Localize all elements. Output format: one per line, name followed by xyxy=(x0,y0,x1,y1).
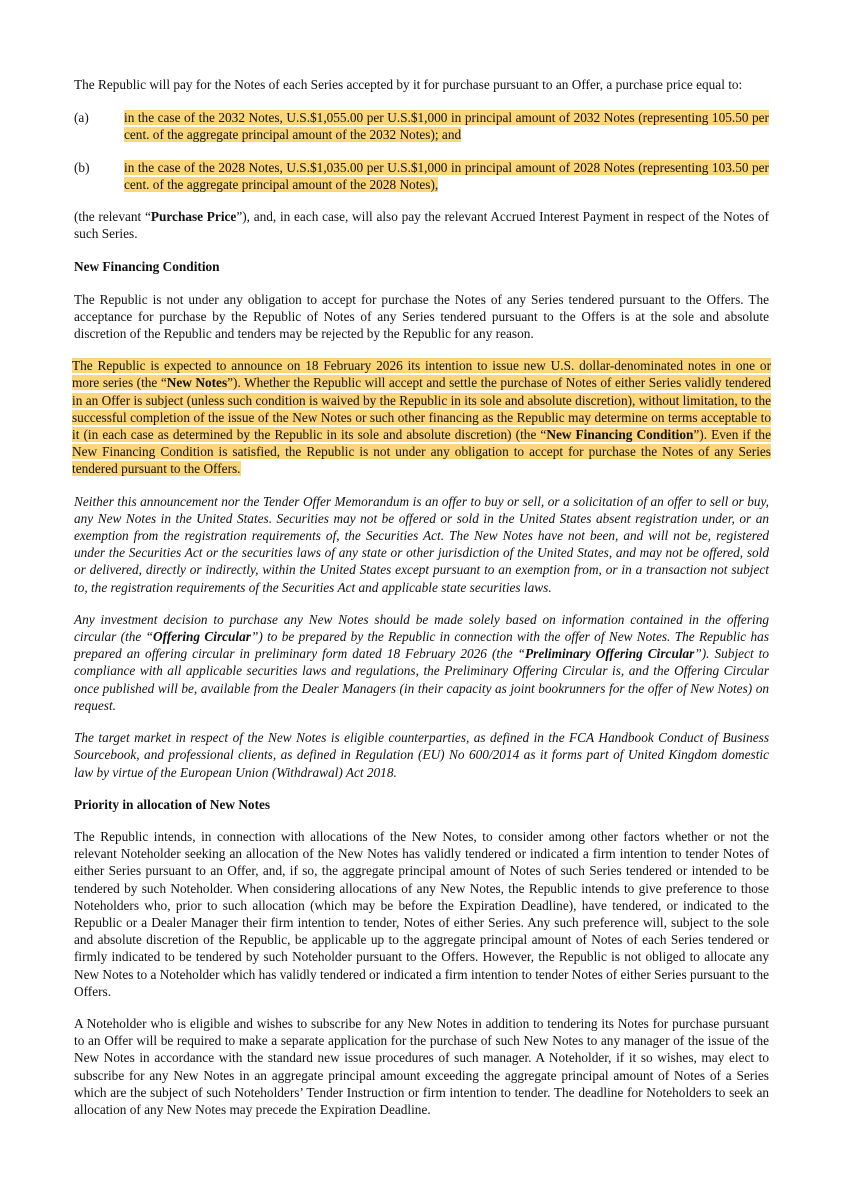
offering-circular-notice xyxy=(74,611,769,714)
defined-term: Preliminary Offering Circular xyxy=(525,646,695,662)
priority-paragraph-1: The Republic intends, in connection with allocations of the New Notes, to consider among other factors whether or not the relevant Noteholder seeking an allocation of the New Notes has validly tendered or indicated a firm intention to tender Notes of either Series pursuant to an Offer, and, if so, the aggregate principal amount of Notes of such Series tendered or intended to be tendered by such Noteholder. When considering allocations of any New Notes, the Republic intends to give preference to those Noteholders who, prior to such allocation (which may be before the Expiration Deadline), have tendered, or indicated to the Republic or a Dealer Manager their firm intention to tender, Notes of either Series. Any such preference will, subject to the sole and absolute discretion of the Republic, be applicable up to the aggregate principal amount of Notes of each Series tendered or firmly indicated to be tendered by such Noteholder pursuant to the Offers. However, the Republic is not obliged to allocate any New Notes to a Noteholder which has validly tendered or indicated a firm intention to tender Notes of either Series pursuant to the Offers. xyxy=(74,828,769,999)
section-heading-new-financing-condition: New Financing Condition xyxy=(74,259,220,275)
us-securities-disclaimer: Neither this announcement nor the Tender Offer Memorandum is an offer to buy or sell, or a solicitation of an offer to sell or buy, any New Notes in the United States. Securities may not be offered or sold in the United States absent registration under, or an exemption from the registration requirements of, the Securities Act. The New Notes have not been, and will not be, registered under the Securities Act or the securities laws of any state or other jurisdiction of the United States, and may not be offered, sold or delivered, directly or indirectly, within the United States except pursuant to an exemption from, or in a transaction not subject to, the registration requirements of the Securities Act and applicable state securities laws. xyxy=(74,493,769,595)
text-segment: ”). Even if the New Financing Condition is satisfied, the Republic is not under any obligation to accept for purchase the Notes of any Series tendered pursuant to the Offers. xyxy=(72,427,771,477)
purchase-price-intro: The Republic will pay for the Notes of each Series accepted by it for purchase pursuant to an Offer, a purchase price equal to: xyxy=(74,77,743,92)
list-item-b xyxy=(74,159,769,193)
nfc-paragraph-1: The Republic is not under any obligation to accept for purchase the Notes of any Series tendered pursuant to the Offers. The acceptance for purchase by the Republic of Notes of any Series tendered pursuant to the Offers is at the sole and absolute discretion of the Republic and tenders may be rejected by the Republic for any reason. xyxy=(74,291,769,342)
nfc-paragraph-2 xyxy=(72,357,771,477)
list-item-a xyxy=(74,109,769,143)
highlighted-text: in the case of the 2028 Notes, U.S.$1,035.00 per U.S.$1,000 in principal amount of 2028 Notes (representing 103.50 per cent. of the aggregate principal amount of the 2028 Notes), xyxy=(124,159,769,192)
list-item-text xyxy=(124,109,769,143)
list-item-label: (b) xyxy=(74,159,90,175)
highlighted-text: in the case of the 2032 Notes, U.S.$1,055.00 per U.S.$1,000 in principal amount of 2032 Notes (representing 105.50 per cent. of the aggregate principal amount of the 2032 Notes); and xyxy=(124,110,769,143)
highlighted-paragraph xyxy=(72,358,771,476)
text-segment: The Republic is expected to announce on 18 February 2026 its intention to issue new U.S. dollar-denominated notes in one or more series (the “ xyxy=(72,358,771,391)
text-segment: Any investment decision to purchase any New Notes should be made solely based on information contained in the offering circular (the “ xyxy=(74,611,769,645)
defined-term: Purchase Price xyxy=(150,209,237,225)
defined-term: New Financing Condition xyxy=(546,427,694,443)
text-segment: ”), and, in each case, will also pay the relevant Accrued Interest Payment in respect of the Notes of such Series. xyxy=(74,209,769,242)
section-heading-priority-allocation: Priority in allocation of New Notes xyxy=(74,796,271,812)
target-market-notice: The target market in respect of the New Notes is eligible counterparties, as defined in the FCA Handbook Conduct of Business Sourcebook, and professional clients, as defined in Regulation (EU) No 600/2014 as it forms part of United Kingdom domestic law by virtue of the European Union (Withdrawal) Act 2018. xyxy=(74,730,769,780)
list-item-label: (a) xyxy=(74,110,89,126)
list-item-text xyxy=(124,159,769,193)
purchase-price-definition xyxy=(74,208,769,242)
text-segment: (the relevant “ xyxy=(74,209,151,225)
defined-term: Offering Circular xyxy=(153,629,251,645)
text-segment: ”). Whether the Republic will accept and settle the purchase of Notes of either Series validly tendered in an Offer is subject (unless such condition is waived by the Republic in its sole and absolute discretion), without limitation, to the successful completion of the issue of the New Notes or such other financing as the Republic may determine on terms acceptable to it (in each case as determined by the Republic in its sole and absolute discretion) (the “ xyxy=(72,375,771,443)
text-segment: ”). Subject to compliance with all applicable securities laws and regulations, the Preliminary Offering Circular is, and the Offering Circular once published will be, available from the Dealer Managers (in their capacity as joint bookrunners for the offer of New Notes) on request. xyxy=(74,646,769,713)
defined-term: New Notes xyxy=(166,375,228,391)
priority-paragraph-2: A Noteholder who is eligible and wishes to subscribe for any New Notes in addition to tendering its Notes for purchase pursuant to an Offer will be required to make a separate application for the purchase of such New Notes to any manager of the issue of the New Notes in accordance with the standard new issue procedures of such manager. A Noteholder, if it so wishes, may elect to subscribe for any New Notes in an aggregate principal amount exceeding the aggregate principal amount of Notes of a Series which are the subject of such Noteholders’ Tender Instruction or firm intention to tender. The deadline for Noteholders to seek an allocation of any New Notes may precede the Expiration Deadline. xyxy=(74,1015,769,1117)
text-segment: ”) to be prepared by the Republic in connection with the offer of New Notes. The Republic has prepared an offering circular in preliminary form dated 18 February 2026 (the “ xyxy=(74,629,769,662)
